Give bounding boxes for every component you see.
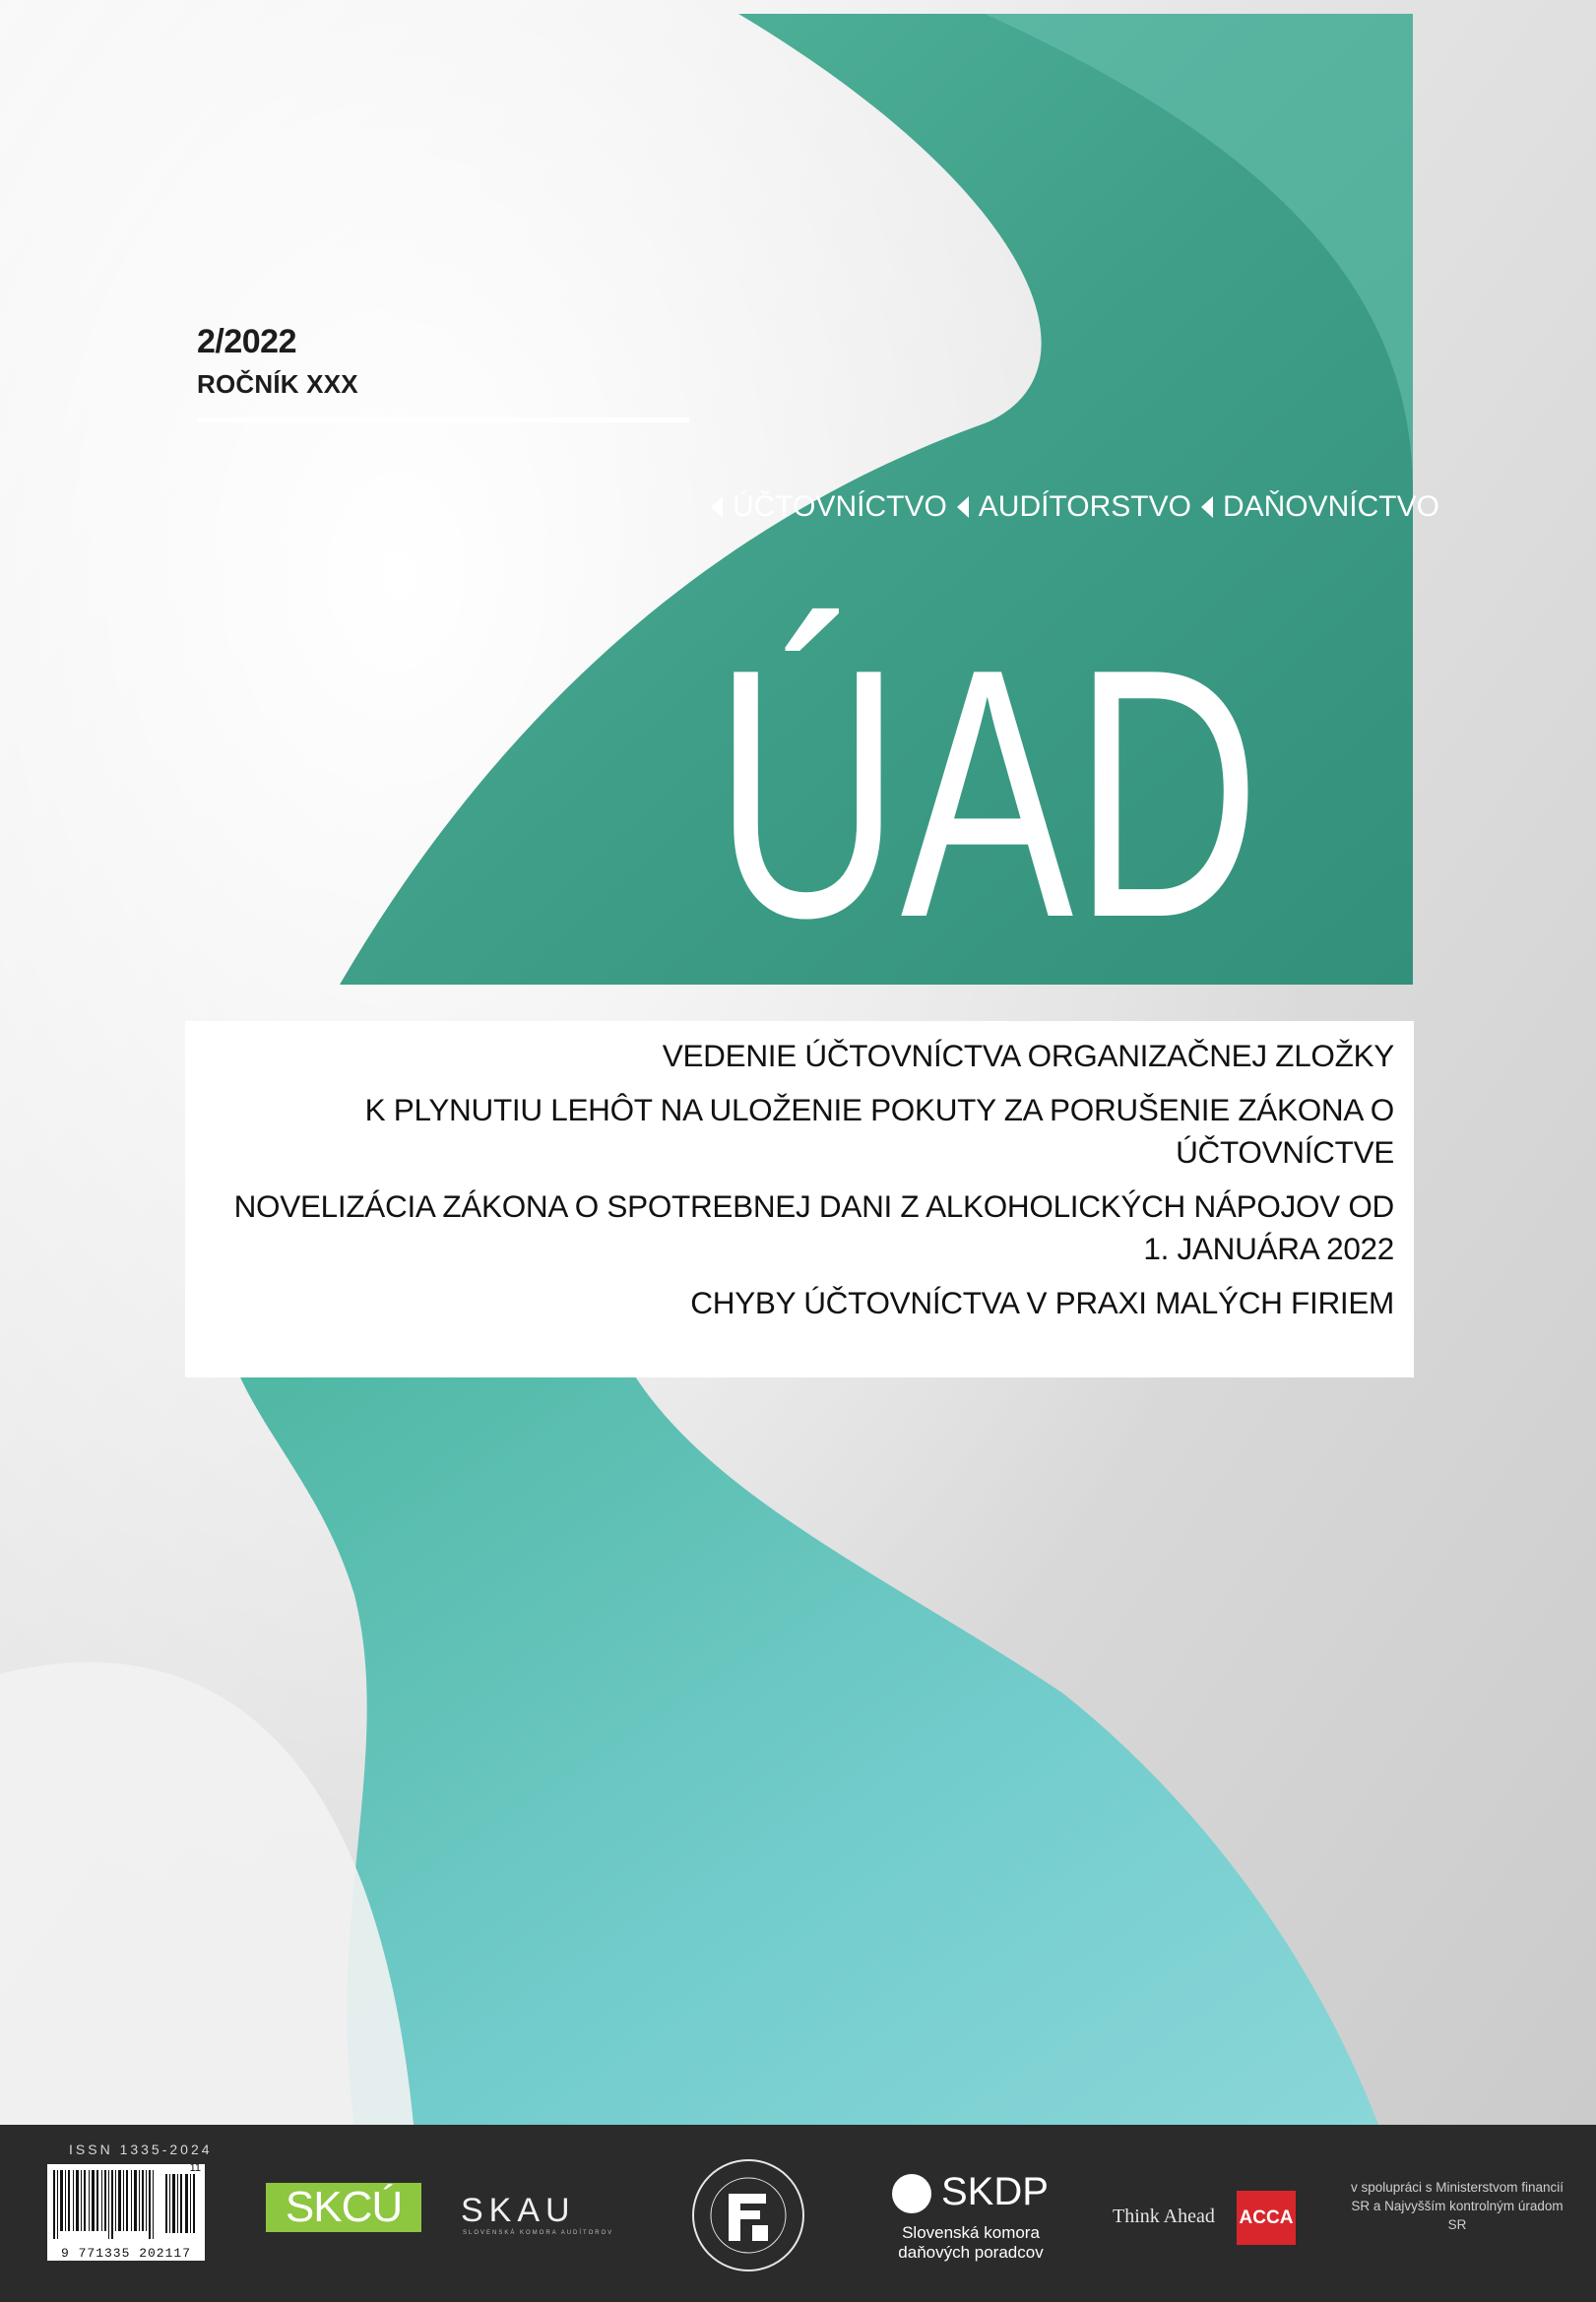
euba-seal-icon: [689, 2156, 807, 2274]
issn-label: ISSN 1335-2024: [69, 2142, 213, 2157]
cooperation-note: v spolupráci s Ministerstvom financií SR a Najvyšším kontrolným úradom SR: [1350, 2180, 1564, 2232]
category-label: DAŇOVNÍCTVO: [1222, 490, 1439, 523]
skdp-building-icon: [892, 2174, 931, 2213]
category-item: [711, 490, 947, 524]
acca-logo: ACCA: [1237, 2191, 1296, 2245]
barcode-issue: 11: [189, 2162, 201, 2174]
skdp-subtitle: Slovenská komora daňových poradcov: [898, 2223, 1044, 2262]
article-title: CHYBY ÚČTOVNÍCTVA V PRAXI MALÝCH FIRIEM: [690, 1285, 1394, 1320]
category-label: ÚČTOVNÍCTVO: [733, 490, 947, 523]
uad-logo: [714, 551, 1265, 991]
skdp-logo: SKDP: [941, 2170, 1049, 2213]
category-item: [957, 490, 1191, 524]
article-title: NOVELIZÁCIA ZÁKONA O SPOTREBNEJ DANI Z ALKOHOLICKÝCH NÁPOJOV OD 1. JANUÁRA 2022: [233, 1188, 1394, 1266]
volume-label: ROČNÍK XXX: [197, 369, 358, 399]
triangle-left-icon: [1201, 496, 1213, 518]
divider-line: [197, 417, 689, 422]
triangle-left-icon: [711, 496, 723, 518]
skcu-logo: SKCÚ: [266, 2183, 421, 2232]
skau-subtitle: SLOVENSKÁ KOMORA AUDÍTOROV: [463, 2230, 614, 2236]
category-item: [1201, 490, 1439, 524]
articles-panel: [185, 1021, 1414, 1377]
barcode: [47, 2164, 205, 2259]
barcode-icon: [47, 2164, 205, 2243]
barcode-number: 9 771335 202117: [47, 2246, 205, 2261]
article-title: VEDENIE ÚČTOVNÍCTVA ORGANIZAČNEJ ZLOŽKY: [662, 1038, 1394, 1073]
uad-logo-text: ÚAD: [714, 596, 1260, 991]
category-label: AUDÍTORSTVO: [978, 490, 1191, 523]
article-title: K PLYNUTIU LEHÔT NA ULOŽENIE POKUTY ZA PORUŠENIE ZÁKONA O ÚČTOVNÍCTVE: [364, 1092, 1394, 1170]
triangle-left-icon: [957, 496, 969, 518]
category-bar: [711, 490, 1439, 524]
issue-number: 2/2022: [197, 323, 296, 360]
acca-tagline: Think Ahead: [1113, 2206, 1215, 2227]
skau-logo: SKAU: [461, 2192, 576, 2229]
